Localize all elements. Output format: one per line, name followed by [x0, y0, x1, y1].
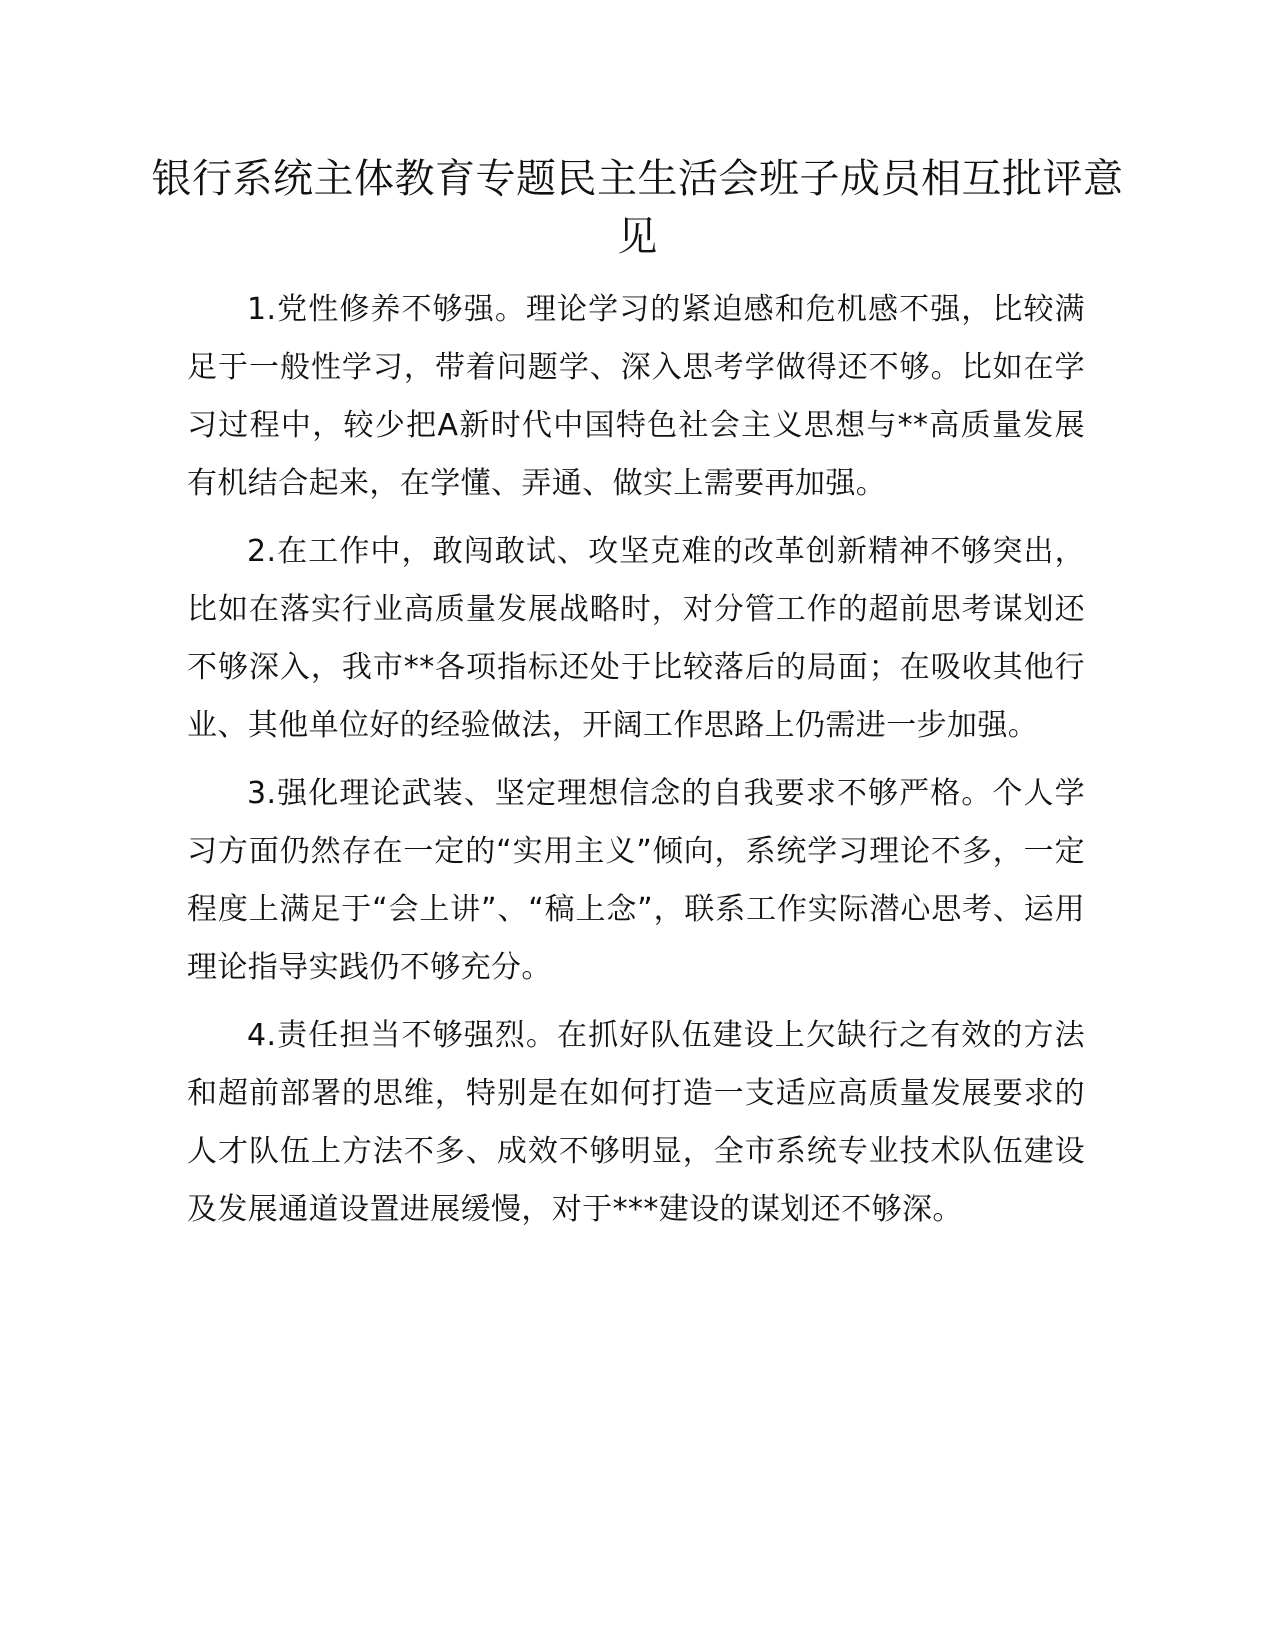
- paragraph-4: 4.责任担当不够强烈。在抓好队伍建设上欠缺行之有效的方法和超前部署的思维，特别是在如何打造一支适应高质量发展要求的人才队伍上方法不多、成效不够明显，全市系统专业技术队伍建设及发展通道设置进展缓慢，对于***建设的谋划还不够深。: [187, 1018, 1085, 1227]
- paragraph-2: 2.在工作中，敢闯敢试、攻坚克难的改革创新精神不够突出，比如在落实行业高质量发展战略时，对分管工作的超前思考谋划还不够深入，我市**各项指标还处于比较落后的局面；在吸收其他行业、其他单位好的经验做法，开阔工作思路上仍需进一步加强。: [187, 534, 1085, 743]
- paragraph-1: 1.党性修养不够强。理论学习的紧迫感和危机感不强，比较满足于一般性学习，带着问题学、深入思考学做得还不够。比如在学习过程中，较少把A新时代中国特色社会主义思想与**高质量发展有机结合起来，在学懂、弄通、做实上需要再加强。: [187, 292, 1085, 501]
- document-title: 银行系统主体教育专题民主生活会班子成员相互批评意见: [151, 156, 1124, 260]
- paragraph-3: 3.强化理论武装、坚定理想信念的自我要求不够严格。个人学习方面仍然存在一定的“实用主义”倾向，系统学习理论不多，一定程度上满足于“会上讲”、“稿上念”，联系工作实际潜心思考、运用理论指导实践仍不够充分。: [187, 776, 1085, 985]
- document-body: [187, 281, 1085, 1249]
